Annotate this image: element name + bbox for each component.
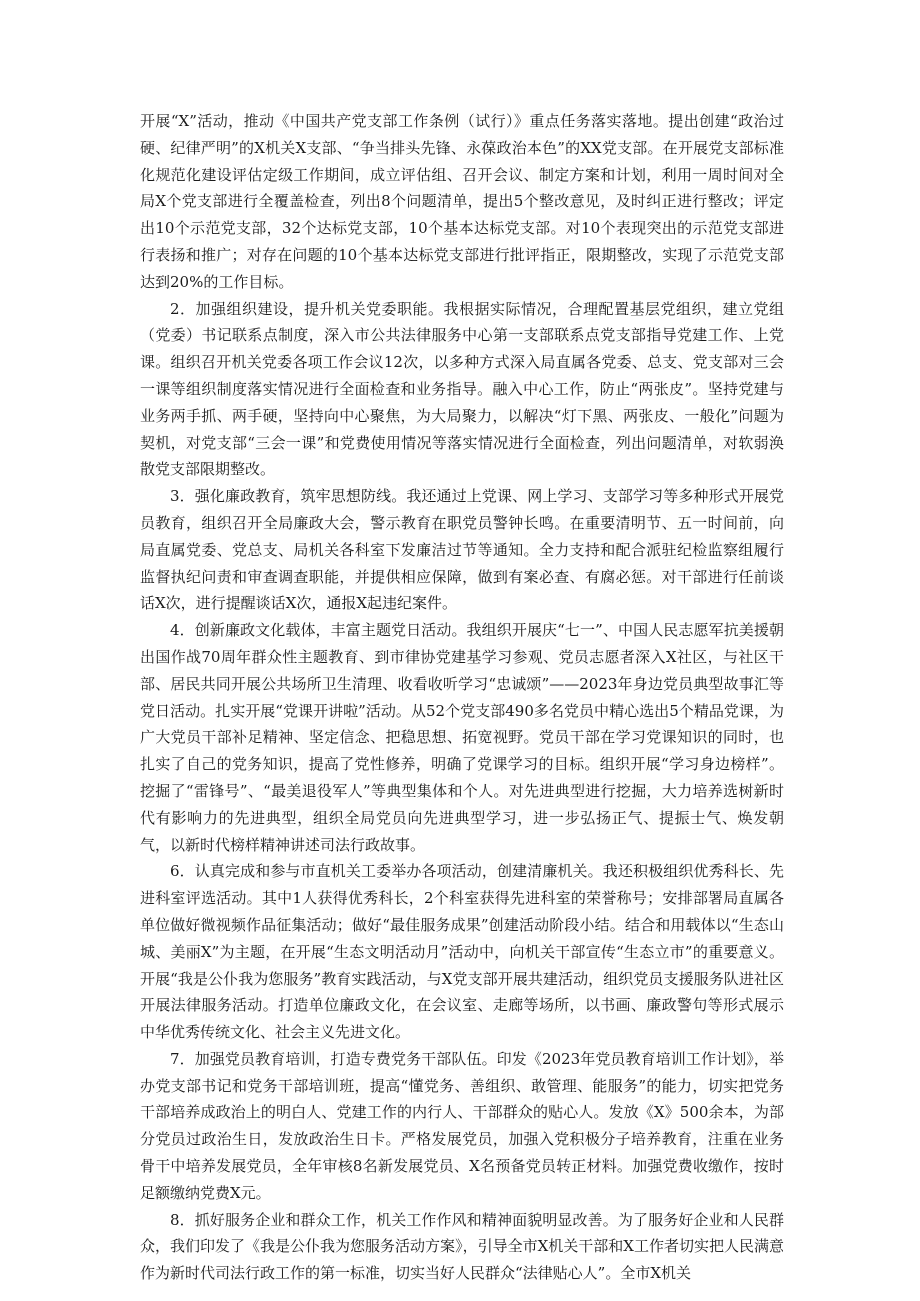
document-page [140,108,784,1287]
paragraph-item-6: 6．认真完成和参与市直机关工委举办各项活动，创建清廉机关。我还积极组织优秀科长、先进科室评选活动。其中1人获得优秀科长，2个科室获得先进科室的荣誉称号；安排部署局直属各单位做好微视频作品征集活动；做好“最佳服务成果”创建活动阶段小结。结合和用载体以“生态山城、美丽X”为主题，在开展“生态文明活动月”活动中，向机关干部宣传“生态立市”的重要意义。开展“我是公仆我为您服务”教育实践活动，与X党支部开展共建活动，组织党员支援服务队进社区开展法律服务活动。打造单位廉政文化，在会议室、走廊等场所，以书画、廉政警句等形式展示中华优秀传统文化、社会主义先进文化。 [140,862,784,1042]
paragraph-item-3: 3．强化廉政教育，筑牢思想防线。我还通过上党课、网上学习、支部学习等多种形式开展党员教育，组织召开全局廉政大会，警示教育在职党员警钟长鸣。在重要清明节、五一时间前，向局直属党委、党总支、局机关各科室下发廉洁过节等通知。全力支持和配合派驻纪检监察组履行监督执纪问责和审查调查职能，并提供相应保障，做到有案必查、有腐必惩。对干部进行任前谈话X次，进行提醒谈话X次，通报X起违纪案件。 [140,487,784,613]
paragraph-item-8: 8．抓好服务企业和群众工作，机关工作作风和精神面貌明显改善。为了服务好企业和人民群众，我们印发了《我是公仆我为您服务活动方案》，引导全市X机关干部和X工作者切实把人民满意作为新时代司法行政工作的第一标准，切实当好人民群众“法律贴心人”。全市X机关 [140,1210,784,1283]
paragraph-item-4: 4．创新廉政文化载体，丰富主题党日活动。我组织开展庆“七一”、中国人民志愿军抗美援朝出国作战70周年群众性主题教育、到市律协党建基学习参观、党员志愿者深入X社区，与社区干部、居民共同开展公共场所卫生清理、收看收听学习“忠诚颂”——2023年身边党员典型故事汇等党日活动。扎实开展“党课开讲啦”活动。从52个党支部490多名党员中精心选出5个精品党课，为广大党员干部补足精神、坚定信念、把稳思想、拓宽视野。党员干部在学习党课知识的同时，也扎实了自己的党务知识，提高了党性修养，明确了党课学习的目标。组织开展“学习身边榜样”。挖掘了“雷锋号”、“最美退役军人”等典型集体和个人。对先进典型进行挖掘，大力培养选树新时代有影响力的先进典型，组织全局党员向先进典型学习，进一步弘扬正气、提振士气、焕发朝气，以新时代榜样精神讲述司法行政故事。 [140,621,784,854]
paragraph-item-7: 7．加强党员教育培训，打造专费党务干部队伍。印发《2023年党员教育培训工作计划》，举办党支部书记和党务干部培训班，提高“懂党务、善组织、敢管理、能服务”的能力，切实把党务干部培养成政治上的明白人、党建工作的内行人、干部群众的贴心人。发放《X》500余本，为部分党员过政治生日，发放政治生日卡。严格发展党员，加强入党积极分子培养教育，注重在业务骨干中培养发展党员，全年审核8名新发展党员、X名预备党员转正材料。加强党费收缴作，按时足额缴纳党费X元。 [140,1049,784,1202]
paragraph-continuation: 开展“X”活动，推动《中国共产党支部工作条例（试行）》重点任务落实落地。提出创建“政治过硬、纪律严明”的X机关X支部、“争当排头先锋、永葆政治本色”的XX党支部。在开展党支部标准化规范化建设评估定级工作期间，成立评估组、召开会议、制定方案和计划，利用一周时间对全局X个党支部进行全覆盖检查，列出8个问题清单，提出5个整改意见，及时纠正进行整改；评定出10个示范党支部，32个达标党支部，10个基本达标党支部。对10个表现突出的示范党支部进行表扬和推广；对存在问题的10个基本达标党支部进行批评指正，限期整改，实现了示范党支部达到20%的工作目标。 [140,112,784,291]
paragraph-item-2: 2．加强组织建设，提升机关党委职能。我根据实际情况，合理配置基层党组织，建立党组（党委）书记联系点制度，深入市公共法律服务中心第一支部联系点党支部指导党建工作、上党课。组织召开机关党委各项工作会议12次，以多种方式深入局直属各党委、总支、党支部对三会一课等组织制度落实情况进行全面检查和业务指导。融入中心工作，防止“两张皮”。坚持党建与业务两手抓、两手硬，坚持向中心聚焦，为大局聚力，以解决“灯下黑、两张皮、一般化”问题为契机，对党支部“三会一课”和党费使用情况等落实情况进行全面检查，列出问题清单，对软弱涣散党支部限期整改。 [140,299,784,479]
